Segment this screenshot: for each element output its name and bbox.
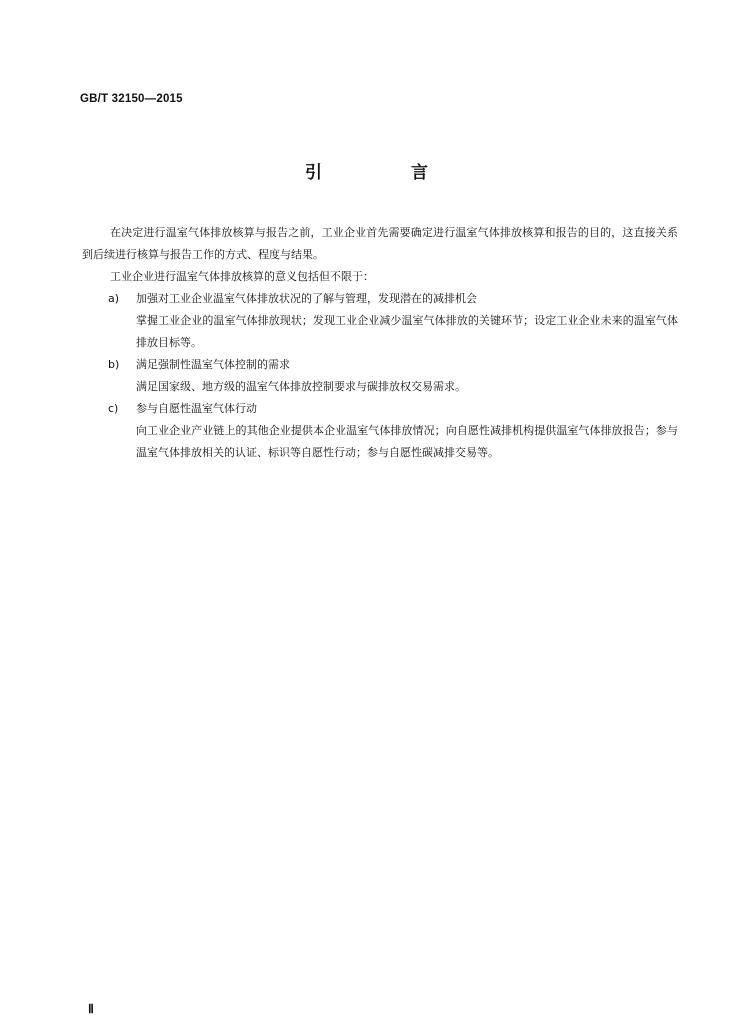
list-label: c) bbox=[108, 402, 119, 415]
list-item-title: 加强对工业企业温室气体排放状况的了解与管理，发现潜在的减排机会 bbox=[136, 292, 477, 305]
list-item-a bbox=[82, 288, 678, 354]
list-item-b bbox=[82, 354, 678, 398]
paragraph-significance: 工业企业进行温室气体排放核算的意义包括但不限于： bbox=[110, 270, 374, 283]
page-number: Ⅱ bbox=[88, 1002, 94, 1016]
page-title: 引 言 bbox=[305, 163, 464, 183]
list-item-body: 掌握工业企业的温室气体排放现状；发现工业企业减少温室气体排放的关键环节；设定工业企业未来的温室气体排放目标等。 bbox=[136, 314, 678, 349]
list-item-title: 参与自愿性温室气体行动 bbox=[136, 402, 257, 415]
list-label: a) bbox=[108, 292, 120, 305]
document-body bbox=[82, 222, 678, 464]
standard-code: GB/T 32150—2015 bbox=[80, 93, 183, 105]
list-item-body: 向工业企业产业链上的其他企业提供本企业温室气体排放情况；向自愿性减排机构提供温室气体排放报告；参与温室气体排放相关的认证、标识等自愿性行动；参与自愿性碳减排交易等。 bbox=[136, 424, 678, 459]
paragraph-intro: 在决定进行温室气体排放核算与报告之前，工业企业首先需要确定进行温室气体排放核算和报告的目的，这直接关系到后续进行核算与报告工作的方式、程度与结果。 bbox=[82, 226, 678, 261]
list-item-body: 满足国家级、地方级的温室气体排放控制要求与碳排放权交易需求。 bbox=[136, 380, 466, 393]
list-item-title: 满足强制性温室气体控制的需求 bbox=[136, 358, 290, 371]
list-item-c bbox=[82, 398, 678, 464]
list-label: b) bbox=[108, 358, 120, 371]
